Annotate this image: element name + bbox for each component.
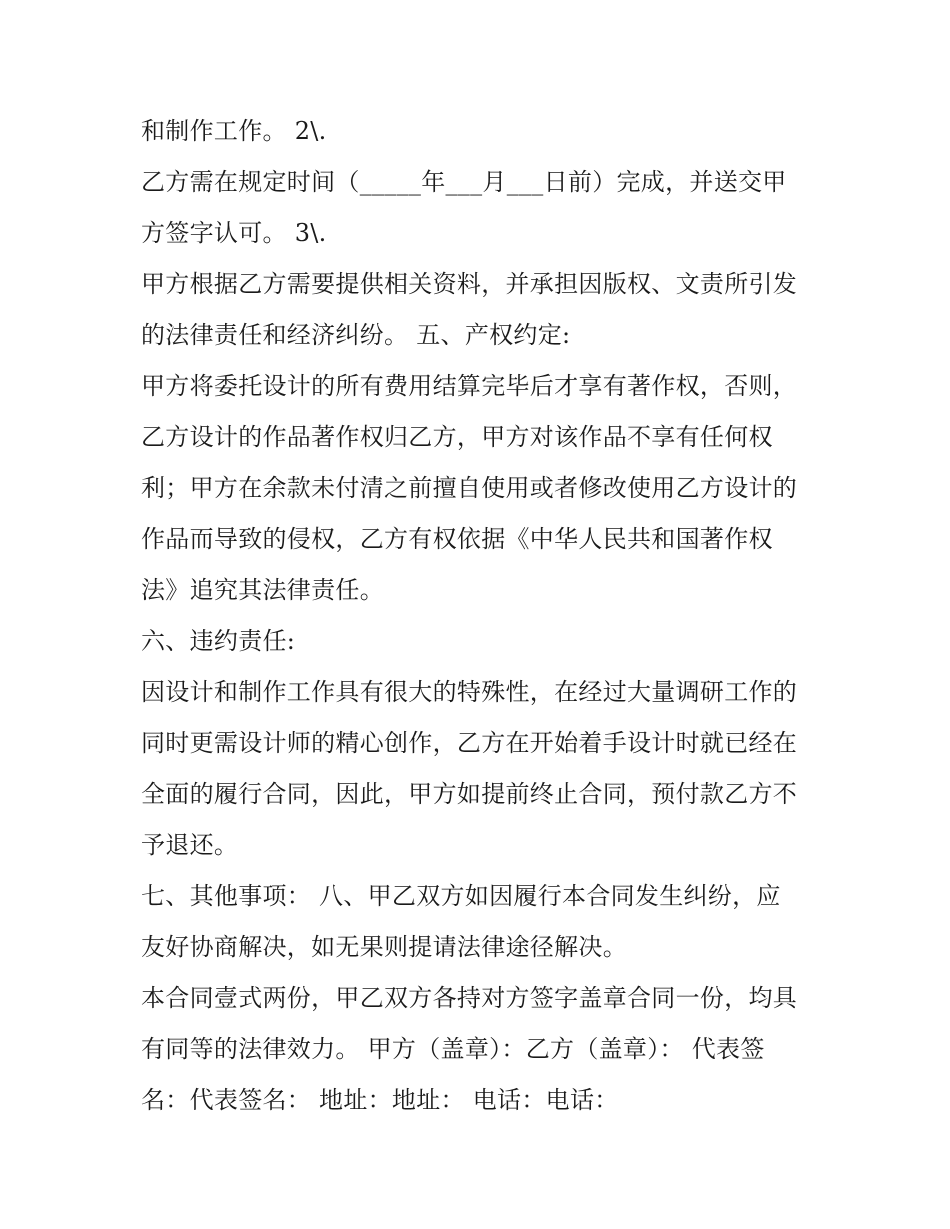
text-line: 有同等的法律效力。 甲方（盖章）：乙方（盖章）： 代表签 (141, 1035, 765, 1063)
contract-text-block (141, 106, 831, 1126)
text-line: 利；甲方在余款未付清之前擅自使用或者修改使用乙方设计的 (141, 474, 798, 502)
text-line: 乙方设计的作品著作权归乙方，甲方对该作品不享有任何权 (141, 423, 773, 451)
text-line: 和制作工作。 2\. (141, 117, 327, 145)
text-line: 同时更需设计师的精心创作，乙方在开始着手设计时就已经在 (141, 729, 798, 757)
text-line: 全面的履行合同，因此，甲方如提前终止合同，预付款乙方不 (141, 780, 798, 808)
text-line: 甲方将委托设计的所有费用结算完毕后才享有著作权，否则， (141, 372, 798, 400)
signature-line: 名：代表签名： 地址：地址： 电话：电话： (141, 1086, 619, 1114)
text-line: 甲方根据乙方需要提供相关资料，并承担因版权、文责所引发 (141, 270, 798, 298)
text-line: 本合同壹式两份，甲乙双方各持对方签字盖章合同一份，均具 (141, 984, 798, 1012)
text-line: 的法律责任和经济纠纷。 五、产权约定: (141, 321, 571, 349)
text-line: 法》追究其法律责任。 (141, 576, 384, 604)
text-line: 乙方需在规定时间（_____年___月___日前）完成，并送交甲 (141, 168, 787, 196)
text-line: 因设计和制作工作具有很大的特殊性，在经过大量调研工作的 (141, 678, 798, 706)
text-line: 予退还。 (141, 831, 239, 859)
text-line: 七、其他事项： 八、甲乙双方如因履行本合同发生纠纷，应 (141, 882, 781, 910)
text-line: 作品而导致的侵权，乙方有权依据《中华人民共和国著作权 (141, 525, 773, 553)
section-heading-breach: 六、违约责任: (141, 627, 296, 655)
text-line: 方签字认可。 3\. (141, 219, 327, 247)
text-line: 友好协商解决，如无果则提请法律途径解决。 (141, 933, 627, 961)
